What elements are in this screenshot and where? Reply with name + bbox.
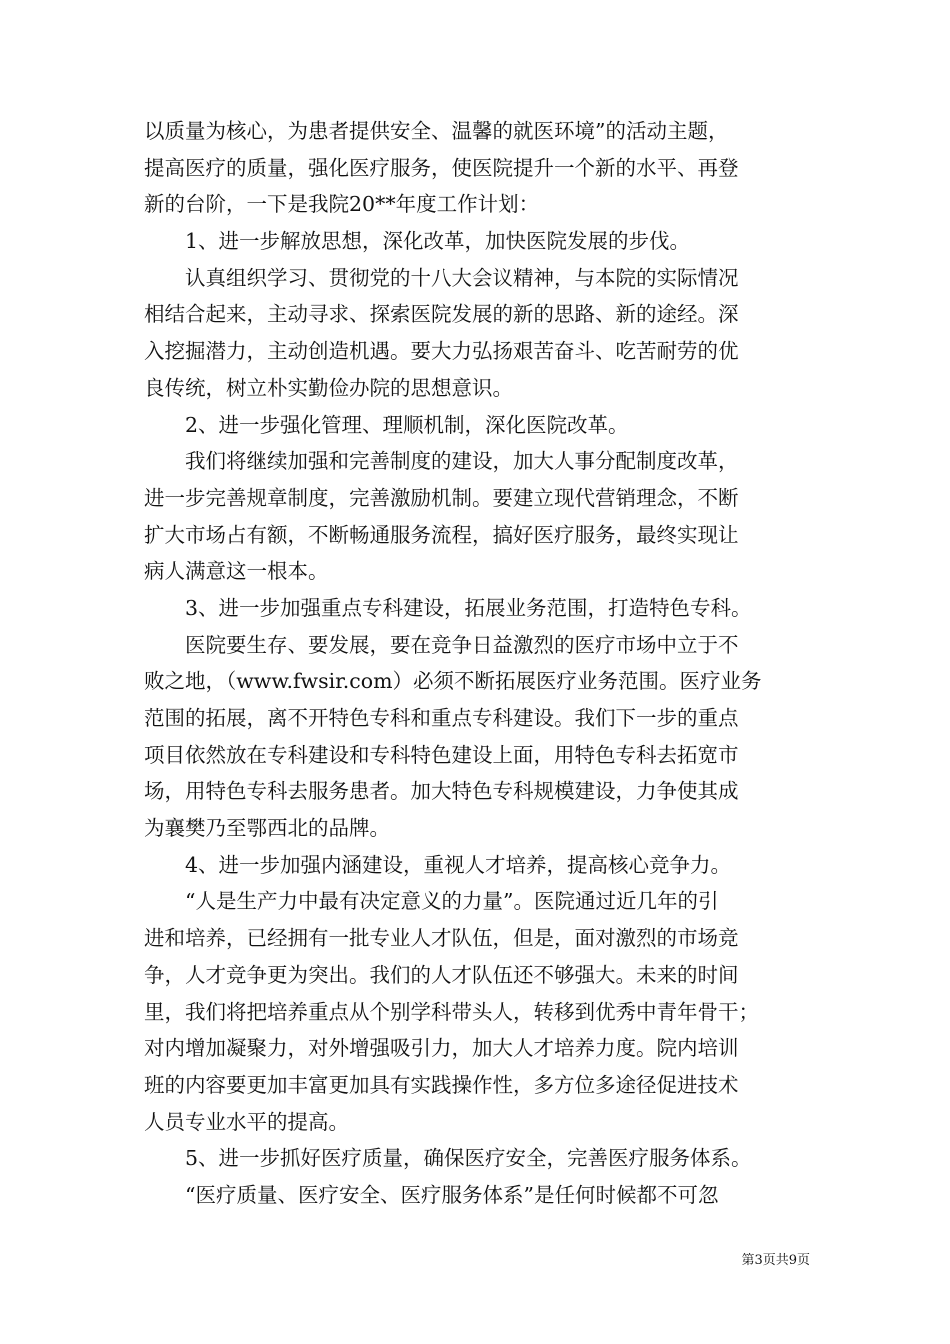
section-heading-5: 5、进一步抓好医疗质量，确保医疗安全，完善医疗服务体系。 bbox=[144, 1146, 752, 1171]
document-body bbox=[144, 113, 808, 1214]
text-line: 对内增加凝聚力，对外增强吸引力，加大人才培养力度。院内培训 bbox=[144, 1036, 739, 1061]
text-line: 败之地，（www.fwsir.com）必须不断拓展医疗业务范围。医疗业务 bbox=[144, 669, 762, 694]
section-heading-1: 1、进一步解放思想，深化改革，加快医院发展的步伐。 bbox=[144, 229, 691, 254]
text-line: 班的内容要更加丰富更加具有实践操作性，多方位多途径促进技术 bbox=[144, 1072, 739, 1097]
text-line: 场，用特色专科去服务患者。加大特色专科规模建设，力争使其成 bbox=[144, 779, 739, 804]
text-line: 人员专业水平的提高。 bbox=[144, 1109, 349, 1134]
text-line: 以质量为核心，为患者提供安全、温馨的就医环境”的活动主题， bbox=[144, 119, 729, 143]
text-line: 项目依然放在专科建设和专科特色建设上面，用特色专科去拓宽市 bbox=[144, 742, 739, 767]
text-line: “医疗质量、医疗安全、医疗服务体系”是任何时候都不可忽 bbox=[144, 1182, 719, 1207]
text-line: 提高医疗的质量，强化医疗服务，使医院提升一个新的水平、再登 bbox=[144, 155, 739, 180]
text-line: 为襄樊乃至鄂西北的品牌。 bbox=[144, 816, 390, 841]
text-line: 争，人才竞争更为突出。我们的人才队伍还不够强大。未来的时间 bbox=[144, 962, 739, 987]
text-line: 进一步完善规章制度，完善激励机制。要建立现代营销理念，不断 bbox=[144, 485, 739, 510]
text-line: 范围的拓展，离不开特色专科和重点专科建设。我们下一步的重点 bbox=[144, 706, 739, 730]
section-heading-4: 4、进一步加强内涵建设，重视人才培养，提高核心竞争力。 bbox=[144, 852, 732, 877]
text-line: 良传统，树立朴实勤俭办院的思想意识。 bbox=[144, 375, 513, 400]
text-line: “人是生产力中最有决定意义的力量”。医院通过近几年的引 bbox=[144, 889, 719, 914]
text-line: 扩大市场占有额，不断畅通服务流程，搞好医疗服务，最终实现让 bbox=[144, 522, 739, 547]
text-line: 入挖掘潜力，主动创造机遇。要大力弘扬艰苦奋斗、吃苦耐劳的优 bbox=[144, 339, 739, 364]
text-line: 相结合起来，主动寻求、探索医院发展的新的思路、新的途经。深 bbox=[144, 302, 739, 327]
section-heading-3: 3、进一步加强重点专科建设，拓展业务范围，打造特色专科。 bbox=[144, 595, 752, 620]
text-line: 我们将继续加强和完善制度的建设，加大人事分配制度改革， bbox=[144, 449, 739, 474]
text-line: 进和培养，已经拥有一批专业人才队伍，但是，面对激烈的市场竞 bbox=[144, 926, 739, 951]
page-number: 第3页共9页 bbox=[741, 1253, 810, 1268]
text-line: 病人满意这一根本。 bbox=[144, 559, 329, 584]
text-line: 里，我们将把培养重点从个别学科带头人，转移到优秀中青年骨干； bbox=[144, 999, 759, 1024]
text-line: 医院要生存、要发展，要在竞争日益激烈的医疗市场中立于不 bbox=[144, 632, 739, 657]
section-heading-2: 2、进一步强化管理、理顺机制，深化医院改革。 bbox=[144, 412, 629, 437]
text-line: 认真组织学习、贯彻党的十八大会议精神，与本院的实际情况 bbox=[144, 265, 739, 290]
text-line: 新的台阶，一下是我院20**年度工作计划： bbox=[144, 192, 540, 217]
